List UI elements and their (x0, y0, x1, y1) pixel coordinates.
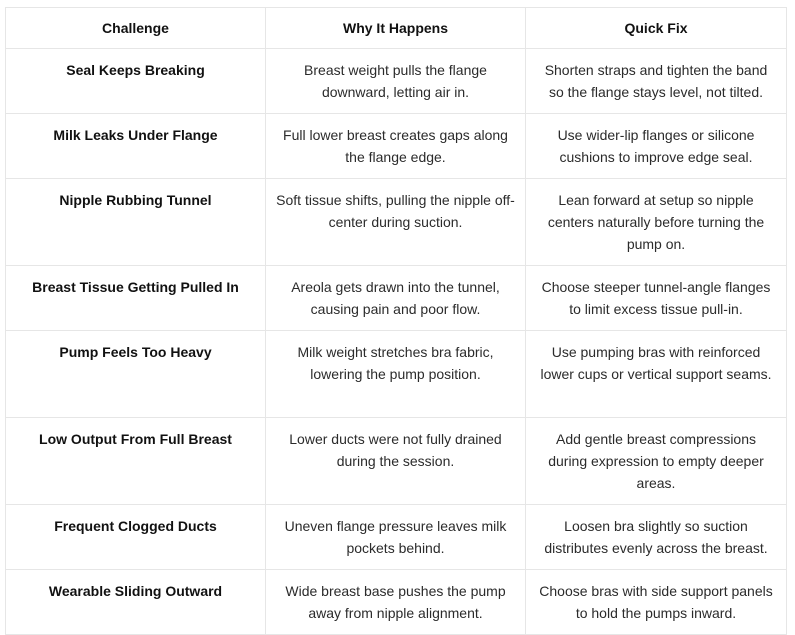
challenge-cell: Pump Feels Too Heavy (6, 331, 266, 418)
challenge-cell: Milk Leaks Under Flange (6, 114, 266, 179)
table-row (6, 179, 787, 266)
challenge-cell: Low Output From Full Breast (6, 418, 266, 505)
fix-cell: Use wider-lip flanges or silicone cushions to improve edge seal. (526, 114, 787, 179)
fix-cell: Lean forward at setup so nipple centers naturally before turning the pump on. (526, 179, 787, 266)
fix-cell: Use pumping bras with reinforced lower cups or vertical support seams. (526, 331, 787, 418)
table-row (6, 418, 787, 505)
comparison-table-container (5, 7, 786, 635)
fix-cell: Choose bras with side support panels to hold the pumps inward. (526, 570, 787, 635)
challenge-cell: Wearable Sliding Outward (6, 570, 266, 635)
header-challenge: Challenge (6, 8, 266, 49)
why-cell: Lower ducts were not fully drained during the session. (266, 418, 526, 505)
challenge-table (5, 7, 787, 635)
challenge-cell: Breast Tissue Getting Pulled In (6, 266, 266, 331)
fix-cell: Choose steeper tunnel-angle flanges to limit excess tissue pull-in. (526, 266, 787, 331)
why-cell: Milk weight stretches bra fabric, lowering the pump position. (266, 331, 526, 418)
table-row (6, 49, 787, 114)
challenge-cell: Seal Keeps Breaking (6, 49, 266, 114)
why-cell: Wide breast base pushes the pump away from nipple alignment. (266, 570, 526, 635)
fix-cell: Shorten straps and tighten the band so the flange stays level, not tilted. (526, 49, 787, 114)
fix-cell: Loosen bra slightly so suction distributes evenly across the breast. (526, 505, 787, 570)
challenge-cell: Frequent Clogged Ducts (6, 505, 266, 570)
why-cell: Breast weight pulls the flange downward, letting air in. (266, 49, 526, 114)
table-header (6, 8, 787, 49)
header-quick-fix: Quick Fix (526, 8, 787, 49)
why-cell: Soft tissue shifts, pulling the nipple off-center during suction. (266, 179, 526, 266)
why-cell: Full lower breast creates gaps along the flange edge. (266, 114, 526, 179)
table-row (6, 570, 787, 635)
table-row (6, 114, 787, 179)
table-row (6, 266, 787, 331)
table-row (6, 331, 787, 418)
why-cell: Uneven flange pressure leaves milk pockets behind. (266, 505, 526, 570)
why-cell: Areola gets drawn into the tunnel, causing pain and poor flow. (266, 266, 526, 331)
fix-cell: Add gentle breast compressions during expression to empty deeper areas. (526, 418, 787, 505)
header-row (6, 8, 787, 49)
challenge-cell: Nipple Rubbing Tunnel (6, 179, 266, 266)
table-body (6, 49, 787, 635)
table-row (6, 505, 787, 570)
header-why-it-happens: Why It Happens (266, 8, 526, 49)
